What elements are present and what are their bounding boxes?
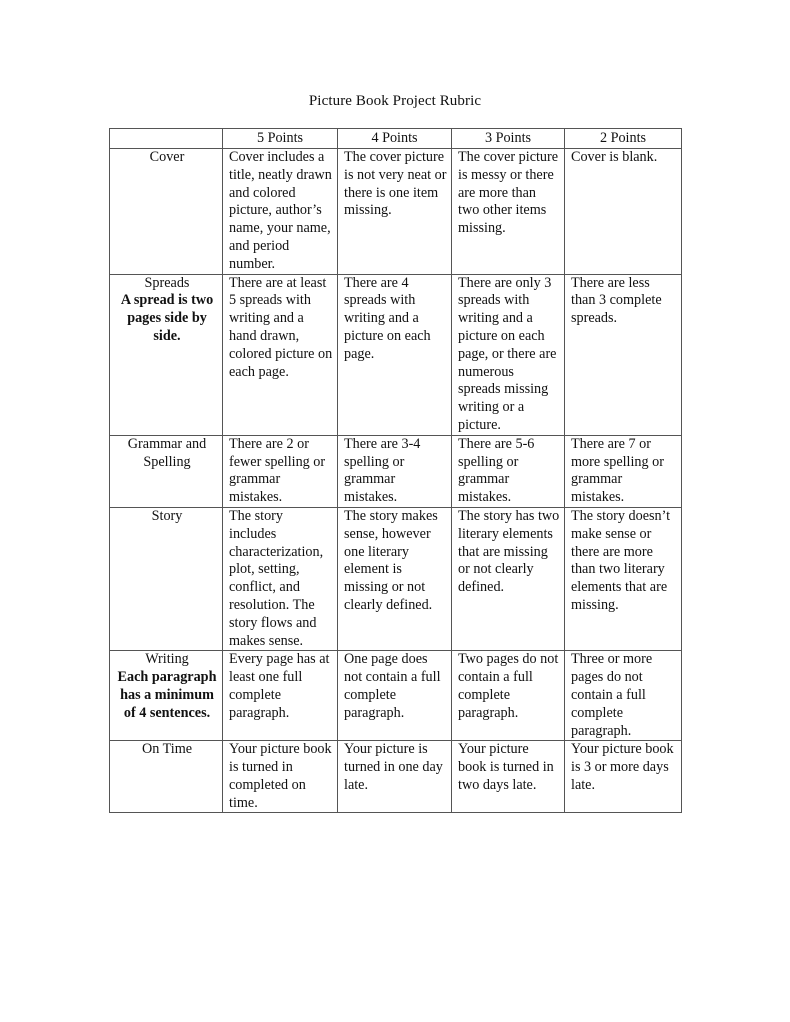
header-criterion bbox=[110, 129, 223, 149]
header-2-points: 2 Points bbox=[565, 129, 682, 149]
cell-4-points: One page does not contain a full complete paragraph. bbox=[338, 651, 452, 741]
cell-5-points: Cover includes a title, neatly drawn and colored picture, author’s name, your name, and period number. bbox=[223, 149, 338, 275]
header-5-points: 5 Points bbox=[223, 129, 338, 149]
cell-2-points: Three or more pages do not contain a full complete paragraph. bbox=[565, 651, 682, 741]
cell-4-points: The cover picture is not very neat or there is one item missing. bbox=[338, 149, 452, 275]
cell-3-points: There are 5-6 spelling or grammar mistakes. bbox=[452, 435, 565, 507]
table-row bbox=[110, 435, 682, 507]
cell-3-points: Your picture book is turned in two days late. bbox=[452, 741, 565, 813]
document-title: Picture Book Project Rubric bbox=[308, 93, 482, 109]
cell-4-points: Your picture is turned in one day late. bbox=[338, 741, 452, 813]
cell-2-points: Your picture book is 3 or more days late. bbox=[565, 741, 682, 813]
criterion-label: On Time bbox=[141, 741, 193, 758]
cell-4-points: There are 4 spreads with writing and a picture on each page. bbox=[338, 274, 452, 435]
cell-5-points: The story includes characterization, plot, setting, conflict, and resolution. The story flows and makes sense. bbox=[223, 507, 338, 650]
rubric-table bbox=[109, 128, 682, 813]
cell-4-points: The story makes sense, however one literary element is missing or not clearly defined. bbox=[338, 507, 452, 650]
table-row bbox=[110, 651, 682, 741]
header-3-points: 3 Points bbox=[452, 129, 565, 149]
cell-2-points: The story doesn’t make sense or there are more than two literary elements that are missing. bbox=[565, 507, 682, 650]
cell-5-points: Your picture book is turned in completed on time. bbox=[223, 741, 338, 813]
criterion-writing bbox=[110, 651, 223, 741]
criterion-label: Grammar and Spelling bbox=[127, 435, 207, 470]
criterion-label: Story bbox=[151, 507, 183, 524]
criterion-label: Spreads bbox=[144, 274, 190, 291]
table-row bbox=[110, 149, 682, 275]
criterion-grammar-spelling bbox=[110, 435, 223, 507]
table-row bbox=[110, 507, 682, 650]
cell-2-points: There are 7 or more spelling or grammar mistakes. bbox=[565, 435, 682, 507]
criterion-spreads bbox=[110, 274, 223, 435]
cell-3-points: The story has two literary elements that are missing or not clearly defined. bbox=[452, 507, 565, 650]
cell-5-points: There are 2 or fewer spelling or grammar mistakes. bbox=[223, 435, 338, 507]
header-4-points: 4 Points bbox=[338, 129, 452, 149]
cell-4-points: There are 3-4 spelling or grammar mistakes. bbox=[338, 435, 452, 507]
criterion-cover bbox=[110, 149, 223, 275]
criterion-label: Writing bbox=[145, 651, 189, 668]
cell-3-points: There are only 3 spreads with writing and a picture on each page, or there are numerous spreads missing writing or a picture. bbox=[452, 274, 565, 435]
table-row bbox=[110, 274, 682, 435]
criterion-on-time bbox=[110, 741, 223, 813]
cell-2-points: There are less than 3 complete spreads. bbox=[565, 274, 682, 435]
table-row bbox=[110, 741, 682, 813]
criterion-story bbox=[110, 507, 223, 650]
cell-3-points: Two pages do not contain a full complete paragraph. bbox=[452, 651, 565, 741]
criterion-note: A spread is two pages side by side. bbox=[120, 292, 214, 344]
criterion-note: Each paragraph has a minimum of 4 sentences. bbox=[117, 669, 217, 721]
header-row bbox=[110, 129, 682, 149]
cell-3-points: The cover picture is messy or there are more than two other items missing. bbox=[452, 149, 565, 275]
cell-5-points: There are at least 5 spreads with writing and a hand drawn, colored picture on each page. bbox=[223, 274, 338, 435]
cell-2-points: Cover is blank. bbox=[565, 149, 682, 275]
cell-5-points: Every page has at least one full complete paragraph. bbox=[223, 651, 338, 741]
criterion-label: Cover bbox=[149, 149, 185, 165]
